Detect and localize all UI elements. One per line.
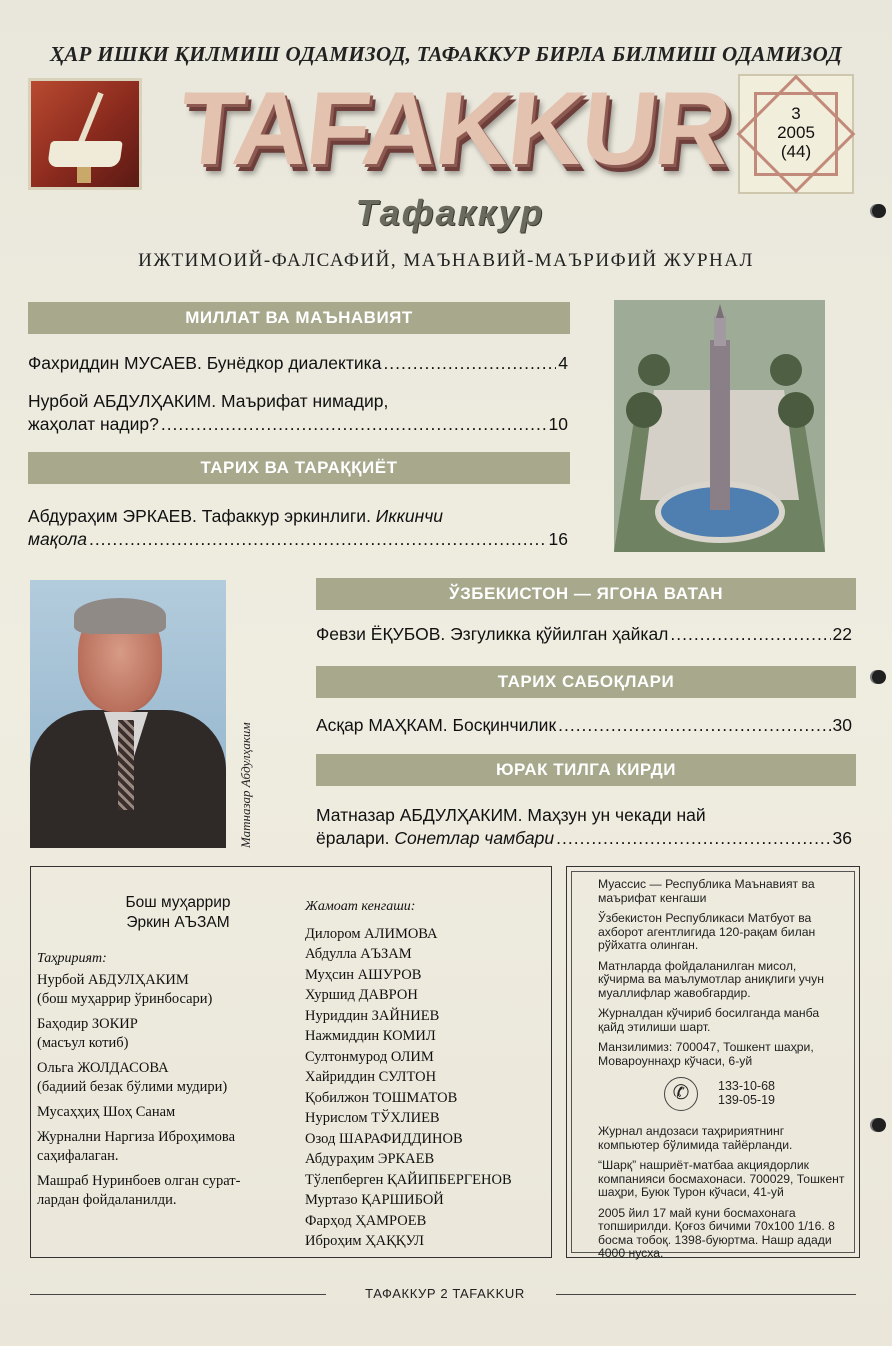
page-number: 22	[832, 624, 852, 644]
council-member: Фарҳод ҲАМРОЕВ	[305, 1212, 427, 1229]
book-emblem-icon	[28, 78, 142, 190]
toc-entry[interactable]: Асқар МАҲКАМ. Босқинчилик ..... 30	[316, 714, 852, 737]
founder-text: Муассис — Республика Маънавият ва маърифат кенгаши	[598, 877, 815, 905]
section-header: ТАРИХ ВА ТАРАҚҚИЁТ	[28, 452, 570, 484]
chief-editor-title: Бош муҳаррир	[125, 894, 231, 911]
chief-editor-name: Эркин АЪЗАМ	[126, 914, 230, 931]
council-member: Муҳсин АШУРОВ	[305, 966, 422, 983]
footer-text: ТАФАККУР 2 TAFAKKUR	[365, 1286, 525, 1301]
registration-text: Ўзбекистон Республикаси Матбуот ва ахборот агентлигида 120-рақам билан рўйхатга олинган.	[598, 911, 816, 952]
responsibility-text: Матнларда фойдаланилган мисол, кўчирма ва маълумотлар аниқлиги учун муаллифлар жавобгардир.	[598, 958, 824, 1000]
address-text: Манзилимиз: 700047, Тошкент шаҳри, Мовароуннаҳр кўчаси, 6-уй	[598, 1040, 814, 1068]
reprint-text: Журналдан кўчириб босилганда манба қайд этилиши шарт.	[598, 1006, 820, 1034]
council-member: Иброҳим ҲАҚҚУЛ	[305, 1233, 424, 1249]
council-member: Нурислом ТЎХЛИЕВ	[305, 1110, 440, 1126]
phone-number: 133-10-68	[718, 1079, 775, 1093]
section-header: МИЛЛАТ ВА МАЪНАВИЯТ	[28, 302, 570, 334]
editorial-member: Нурбой АБДУЛҲАКИМ (бош муҳаррир ўринбосари)	[37, 972, 213, 1007]
council-member: Тўлепберген ҚАЙИПБЕРГЕНОВ	[305, 1171, 512, 1188]
editorial-member: Баҳодир ЗОКИР (масъул котиб)	[37, 1016, 138, 1051]
punch-hole	[872, 670, 886, 684]
tagline: ИЖТИМОИЙ-ФАЛСАФИЙ, МАЪНАВИЙ-МАЪРИФИЙ ЖУРНАЛ	[138, 250, 754, 271]
council-member: Абдураҳим ЭРКАЕВ	[305, 1151, 435, 1167]
toc-entry[interactable]: Абдураҳим ЭРКАЕВ. Тафаккур эркинлиги. Иккинчи мақола ..... 16	[28, 505, 568, 551]
page-number: 16	[548, 529, 568, 549]
footer-rule	[556, 1294, 856, 1295]
toc-entry[interactable]: Нурбой АБДУЛҲАКИМ. Маърифат нимадир, жаҳолат надир? ..... 10	[28, 390, 568, 436]
printed-text: “Шарқ” нашриёт-матбаа акциядорлик компанияси босмахонаси. 700029, Тошкент шаҳри, Буюк Турон кўчаси, 41-уй	[598, 1158, 845, 1199]
page-number: 36	[832, 828, 852, 848]
council-member: Султонмурод ОЛИМ	[305, 1048, 434, 1065]
editorial-list	[37, 949, 301, 1216]
editorial-member: Мусаҳҳиҳ Шоҳ Санам	[37, 1104, 176, 1120]
staff-box	[30, 866, 552, 1258]
council-member: Нуриддин ЗАЙНИЕВ	[305, 1007, 440, 1024]
prepared-text: Журнал андозаси таҳририятнинг компьютер бўлимида тайёрланди.	[598, 1124, 793, 1152]
page-number: 30	[832, 715, 852, 735]
council-member: Озод ШАРАФИДДИНОВ	[305, 1130, 463, 1147]
issue-number: 3	[791, 104, 801, 123]
editorial-member: Ольга ЖОЛДАСОВА (бадиий безак бўлими мудири)	[37, 1060, 228, 1095]
phone-number: 139-05-19	[718, 1093, 775, 1107]
footer-rule	[30, 1294, 326, 1295]
motto: ҲАР ИШКИ ҚИЛМИШ ОДАМИЗОД, ТАФАККУР БИРЛА БИЛМИШ ОДАМИЗОД	[49, 42, 843, 66]
monument-image	[614, 300, 825, 552]
council-member: Дилором АЛИМОВА	[305, 925, 438, 942]
council-member: Хуршид ДАВРОН	[305, 987, 418, 1003]
photo-caption: Матназар Абдулҳаким	[238, 722, 253, 848]
issue-badge	[738, 74, 854, 194]
council-label: Жамоат кенгаши:	[305, 899, 416, 914]
telephone-icon: ✆	[664, 1077, 698, 1111]
portrait-photo	[30, 580, 226, 848]
toc-entry[interactable]: Матназар АБДУЛҲАКИМ. Маҳзун ун чекади най ёралари. Сонетлар чамбари ..... 36	[316, 804, 852, 850]
toc-entry[interactable]: Фахриддин МУСАЕВ. Бунёдкор диалектика ..... 4	[28, 352, 568, 375]
handover-text: 2005 йил 17 май куни босмахонага топширилди. Қоғоз бичими 70х100 1/16. 8 босма тобоқ. 1398-буюртма. Нашр адади 4000 нусха.	[598, 1205, 835, 1260]
editorial-member: Журнални Наргиза Иброҳимова саҳифалаган.	[37, 1129, 236, 1164]
publication-info-box	[566, 866, 860, 1258]
council-member: Нажмиддин КОМИЛ	[305, 1028, 436, 1044]
council-member: Абдулла АЪЗАМ	[305, 946, 412, 962]
journal-logo: TAFAKKUR	[173, 71, 735, 187]
editorial-label: Таҳририят:	[37, 951, 107, 966]
issue-total: (44)	[780, 142, 812, 161]
section-header: ТАРИХ САБОҚЛАРИ	[316, 666, 856, 698]
punch-hole	[872, 204, 886, 218]
council-member: Хайриддин СУЛТОН	[305, 1069, 437, 1085]
issue-year: 2005	[777, 123, 815, 142]
council-member: Қобилжон ТОШМАТОВ	[305, 1089, 458, 1106]
page-number: 4	[558, 353, 568, 373]
council-member: Муртазо ҚАРШИБОЙ	[305, 1192, 444, 1208]
toc-entry[interactable]: Февзи ЁҚУБОВ. Эзгуликка қўйилган ҳайкал ..... 22	[316, 623, 852, 646]
journal-subtitle: Тафаккур	[355, 192, 545, 233]
punch-hole	[872, 1118, 886, 1132]
section-header: ЎЗБЕКИСТОН — ЯГОНА ВАТАН	[316, 578, 856, 610]
page-number: 10	[548, 414, 568, 434]
section-header: ЮРАК ТИЛГА КИРДИ	[316, 754, 856, 786]
editorial-member: Машраб Нуринбоев олган сурат- лардан фойдаланилди.	[37, 1173, 241, 1208]
council-list	[305, 897, 549, 1252]
